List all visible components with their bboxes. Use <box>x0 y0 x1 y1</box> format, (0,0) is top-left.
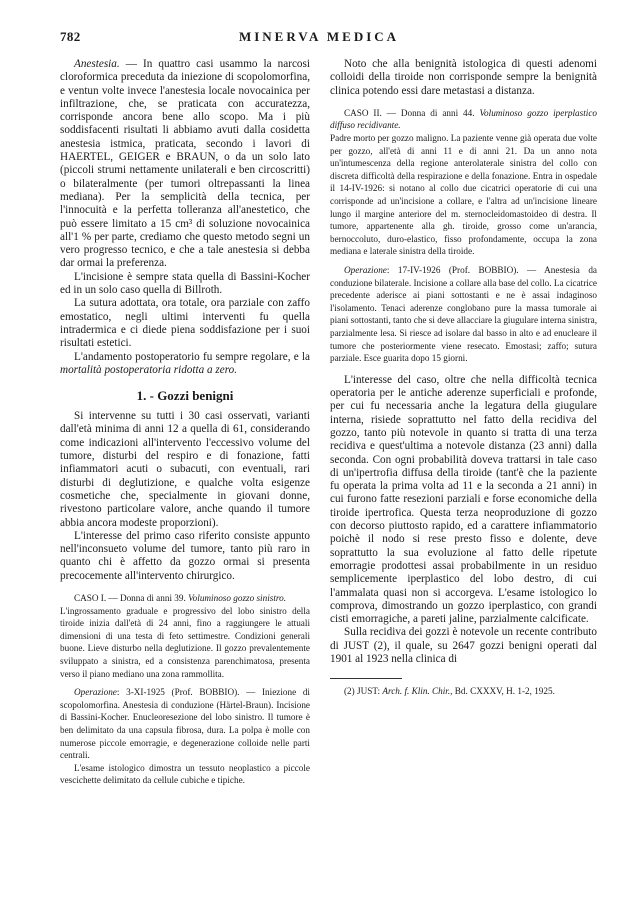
footnote-rule <box>330 678 402 679</box>
case-1-histology: L'esame istologico dimostra un tessuto neoplastico a piccole vescichette delimitato da cellule cubiche e tipiche. <box>60 762 310 786</box>
case-2-title: CASO II. — Donna di anni 44. Voluminoso gozzo iperplastico diffuso recidivante. <box>330 107 597 131</box>
left-column <box>60 58 310 787</box>
incision-paragraph: L'incisione è sempre stata quella di Bassini-Kocher ed in un solo caso quella di Billroth. <box>60 270 310 297</box>
journal-title: MINERVA MEDICA <box>238 29 400 44</box>
suture-paragraph: La sutura adottata, ora totale, ora parziale con zaffo emostatico, negli ultimi interventi fu quella intradermica e ci diede piena soddisfazione per i suoi risultati estetici. <box>60 297 310 350</box>
case-1-body: L'ingrossamento graduale e progressivo del lobo sinistro della tiroide inizia dall'età di 24 anni, fino a raggiungere le attuali dimensioni di una testa di feto settimestre. Condizioni generali buone. Lieve disturbo nella deglutizione. Il gozzo prevalentemente sviluppato a sinistra, ed a consistenza parenchimatosa, presenta verso il piano mediano una zona rammollita. <box>60 605 310 679</box>
case-1-operation: Operazione: 3-XI-1925 (Prof. BOBBIO). — Iniezione di scopolomorfina. Anestesia di conduzione (Härtel-Braun). Incisione di Bassini-Kocher. Enucleoresezione del lobo sinistro. Il tumore è ben delimitato da una capsula fibrosa, dura. La polpa è molle con numerose piccole emorragie, e degenerazione colloide nelle parti centrali. <box>60 687 310 761</box>
metastasis-paragraph: Noto che alla benignità istologica di questi adenomi colloidi della tiroide non corrisponde sempre la benignità clinica potendo essi dare metastasi a distanza. <box>330 58 597 97</box>
case-2-discussion-paragraph: L'interesse del caso, oltre che nella difficoltà tecnica operatoria per le antiche aderenze superficiali e profonde, per cui fu necessaria anche la legatura della giugulare interna, risiede soprattutto nel fatto della recidiva del gozzo, tanto più notevole in quanto si tratta di una terza recidiva e quest'ultima a notevole distanza (23 anni) dalla seconda. Con ogni probabilità doveva trattarsi in tale caso di un'ipertrofia diffusa della tiroide (tant'è che la paziente fu operata la prima volta ad 11 e la seconda a 21 anni) in cui furono fatte resezioni parziali e forse economiche della tiroide ipertrofica. Questa terza neoproduzione di gozzo con decorso piuttosto rapido, ed a carattere infiammatorio poichè il nodo si rese presto fisso e dolente, deve soprattutto la sua evoluzione al fatto delle ripetute emorragie prodottesi assai probabilmente in un residuo semplicemente iperplastico del lobo destro, di cui l'ammalata quasi non si accorgeva. L'esame istologico lo comprova, dimostrando un gozzo iperplastico, con grandi cisti emorragiche, a pareti jaline, parzialmente calcificate. <box>330 373 597 626</box>
case-2-operation: Operazione: 17-IV-1926 (Prof. BOBBIO). — Anestesia da conduzione bilaterale. Incisione a collare alla base del collo. La cicatrice precedente aderisce ai piani sottostanti e ne è assai indaginoso l'isolamento. Tenaci aderenze conglobano pure la massa tumorale ai piani sottostanti, tanto che si deve allacciare la giugulare interna sinistra, parzialmente lesa. Si riesce ad isolare dal basso in alto e ad enucleare il tumore che posteriormente viene resecato. Emostasi; zaffo; sutura parziale. Esce guarita dopo 15 giorni. <box>330 265 597 364</box>
case-1-title: CASO I. — Donna di anni 39. Voluminoso gozzo sinistro. <box>74 592 287 603</box>
indications-paragraph: Si intervenne su tutti i 30 casi osservati, varianti dall'età minima di anni 12 a quella di 61, considerando come indicazioni all'intervento l'eccessivo volume del tumore, disturbi del respiro e di fonazione, fatti infiammatori acuti o subacuti, con eventuali, rari disturbi di deglutizione, e qualche volta esigenze cosmetiche che, specialmente in giovani donne, rivestono particolare valore, anche quando il tumore abbia ancora modeste proporzioni). <box>60 410 310 529</box>
right-column <box>330 58 597 697</box>
anesthesia-label: Anestesia. <box>74 58 120 70</box>
first-case-interest-paragraph: L'interesse del primo caso riferito consiste appunto nell'inconsueto volume del tumore, tanto più raro in quanto chi è affetto da gozzo ormai si presenta precocemente all'intervento chirurgico. <box>60 529 310 582</box>
footnote: (2) JUST: Arch. f. Klin. Chir., Bd. CXXXV, H. 1-2, 1925. <box>344 686 555 697</box>
case-2-body: Padre morto per gozzo maligno. La paziente venne già operata due volte per gozzo, all'età di anni 11 e di anni 21. Da un anno nota un'intumescenza della regione anterolaterale sinistra del collo con discreta difficoltà della respirazione e della fonazione. Entra in ospedale il 14-IV-1926: si notano al collo due cicatrici operatorie di cui una corrisponde ad un'incisione a collare, e l'altra ad un'incisione lineare lungo il margine anteriore del m. sternocleidomastoideo di destra. Il tumore, appartenente alla gh. tiroide, grosso come un'arancia, bernoccoluto, duro-elastico, fisso profondamente, occupa la zona mediana e laterale sinistra della tiroide. <box>330 133 597 257</box>
anesthesia-paragraph: Anestesia. — In quattro casi usammo la narcosi cloroformica preceduta da iniezione di scopolomorfina, e ventun volte invece l'anestesia locale novocainica per infiltrazione, che, se praticata con accuratezza, corrisponde ancora bene allo scopo. Ma i più soddisfacenti risultati li abbiamo avuti dalla cosidetta anestesia istmica, praticata, secondo i lavori di HAERTEL, GEIGER e BRAUN, o da un solo lato (piccoli strumi nettamente unilaterali e ben circoscritti) o bilateralmente (per tumori oltrepassanti la linea mediana). Per la semplicità della tecnica, per l'innocuità e la perfetta tolleranza all'anestetico, che può essere limitato a 15 cm³ di soluzione novocainica all'1 % per parte, crediamo che questo metodo segni un vero progresso tecnico, e che a tale anestesia si debba dar ormai la preferenza. <box>60 58 310 270</box>
recurrence-paragraph: Sulla recidiva dei gozzi è notevole un recente contributo di JUST (2), il quale, su 2647 gozzi benigni operati dal 1901 al 1923 nella clinica di <box>330 626 597 665</box>
page-number: 782 <box>60 29 81 44</box>
section-heading: 1. - Gozzi benigni <box>136 388 234 404</box>
postoperative-paragraph: L'andamento postoperatorio fu sempre regolare, e la mortalità postoperatoria ridotta a zero. <box>60 350 310 376</box>
